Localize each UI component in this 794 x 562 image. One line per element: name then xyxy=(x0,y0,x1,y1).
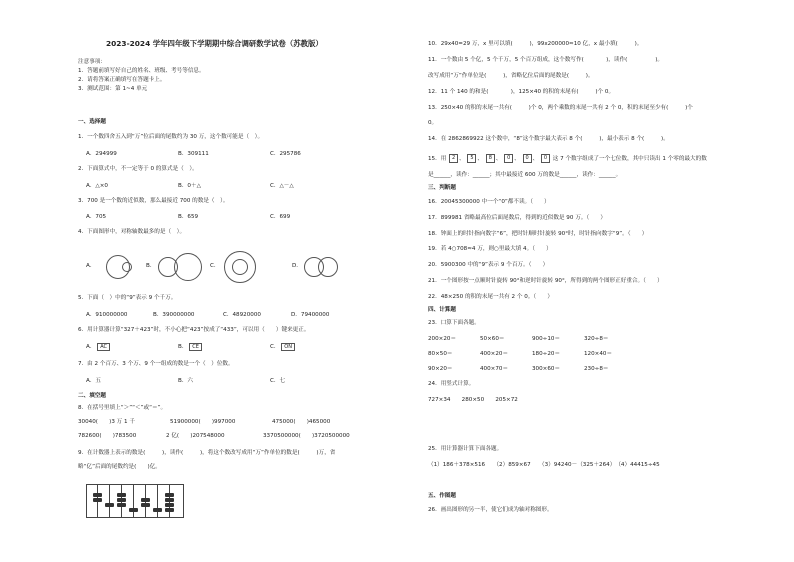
q4-option-b: B． xyxy=(146,263,156,269)
note-1: 1．答题前填写好自己的姓名、班级、考号等信息。 xyxy=(78,68,205,74)
notes-heading: 注意事项： xyxy=(78,59,106,65)
question-18: 18．钟面上的时针指向数字“6”，把时针顺时针旋转 90°时，时针指向数字“9”。（ ） xyxy=(428,231,648,237)
question-12: 12．11 个 140 的和是( )，125×40 的积的末尾有( )个 0。 xyxy=(428,89,615,95)
question-19: 19．若 4○708≈4 万，则○里最大填 4。（ ） xyxy=(428,246,552,252)
section-5-heading: 五、作图题 xyxy=(428,493,456,499)
question-13-tail: 0。 xyxy=(428,120,438,126)
question-9-line-1: 9．在计数器上表示的数是( )，读作( )，将这个数改写成用“万”作单位的数是( )万，省 xyxy=(78,450,336,456)
question-23: 23．口算下面各题。 xyxy=(428,320,480,326)
question-21: 21．一个图形按一点顺时针旋转 90°和逆时针旋转 90°，所得到的两个图形正好重合。（ ） xyxy=(428,278,663,284)
question-2: 2．下面算式中，不一定等于 0 的算式是（ ）。 xyxy=(78,166,198,172)
section-4-heading: 四、计算题 xyxy=(428,307,456,313)
q2-option-a: A．△×0 xyxy=(86,183,108,189)
question-11-line-1: 11．一个数由 5 个亿，5 个千万，5 个百万组成，这个数写作( )，读作( )。 xyxy=(428,57,664,63)
abacus-bead xyxy=(141,498,150,502)
question-15-line-1: 15．用 2 、 5 、 8 、 0 、 0 、 0 这 7 个数字组成了一个七位数，其中只读出 1 个零的最大的数 xyxy=(428,155,707,162)
question-3: 3．700 是一个数的近似数，那么最接近 700 的数是（ ）。 xyxy=(78,198,229,204)
digit-card: 5 xyxy=(467,154,476,163)
question-26: 26．画出图形的另一半，使它们成为轴对称图形。 xyxy=(428,507,553,513)
question-5: 5．下面（ ）中的“9”表示 9 个千万。 xyxy=(78,295,177,301)
q6-option-b-label: B． xyxy=(178,344,188,350)
abacus-bead xyxy=(165,493,174,497)
abacus-bead xyxy=(165,508,174,512)
question-6: 6．用计算器计算“327＋423”时，不小心把“423”按成了“433”，可以用（ ）键来更正。 xyxy=(78,327,310,333)
q24-items: 727×34 280×50 205×72 xyxy=(428,397,518,403)
q8-compare-4: 782600( )783500 xyxy=(78,433,137,439)
q8-compare-6: 3370500000( )3720500000 xyxy=(263,433,350,439)
calculator-key-ce: CE xyxy=(189,343,202,351)
abacus-bead xyxy=(165,498,174,502)
q25-items: （1）186＋378×516 （2）859×67 （3）94240－（325＋264） （4）44415÷45 xyxy=(428,462,660,468)
q7-option-c: C．七 xyxy=(270,378,286,384)
q6-option-a-label: A． xyxy=(86,344,96,350)
digit-card: 0 xyxy=(504,154,513,163)
digit-card: 8 xyxy=(486,154,495,163)
oral-calc: 180÷20＝ xyxy=(532,351,561,357)
q5-option-b: B．390000000 xyxy=(153,312,195,318)
q4-option-a: A． xyxy=(86,263,96,269)
q2-option-c: C．△－△ xyxy=(270,183,294,189)
question-13: 13．250×40 的积的末尾一共有( )个 0，两个乘数的末尾一共有 2 个 0，积的末尾至少有( )个 xyxy=(428,105,693,111)
oral-calc: 50×60＝ xyxy=(480,336,505,342)
q1-option-b: B．309111 xyxy=(178,151,209,157)
question-20: 20．5900300 中的“9”表示 9 个百万。（ ） xyxy=(428,262,549,268)
question-16: 16．20045300000 中一个“0”都不读。（ ） xyxy=(428,199,550,205)
q4-option-d: D． xyxy=(292,263,302,269)
q6-option-c xyxy=(270,343,295,351)
question-4: 4．下面图形中，对称轴数最多的是（ ）。 xyxy=(78,229,186,235)
q4-figure-d-circle-2 xyxy=(318,257,338,277)
digit-card: 0 xyxy=(541,154,550,163)
oral-calc: 400×20＝ xyxy=(480,351,509,357)
abacus-bead xyxy=(93,498,102,502)
q1-option-c: C．295786 xyxy=(270,151,301,157)
q2-option-b: B．0＋△ xyxy=(178,183,201,189)
q8-compare-3: 475000( )465000 xyxy=(272,419,331,425)
question-15-line-2: 是______，读作：______；其中最接近 600 万的数是______，读作：______。 xyxy=(428,172,622,178)
oral-calc: 90×20＝ xyxy=(428,366,453,372)
exam-title: 2023-2024 学年四年级下学期期中综合调研数学试卷（苏教版） xyxy=(106,39,323,48)
question-10: 10．29x40=29 万，x 里可以填( )，99x200000≈10 亿，x 最小填( )。 xyxy=(428,41,643,47)
q6-option-c-label: C． xyxy=(270,344,280,350)
abacus-bead xyxy=(105,503,114,507)
q4-figure-a-circle-small xyxy=(122,262,132,272)
q1-option-a: A．294999 xyxy=(86,151,117,157)
question-11-line-2: 改写成用“万”作单位是( )，省略亿位后面的尾数是( )。 xyxy=(428,73,594,79)
oral-calc: 900÷10＝ xyxy=(532,336,561,342)
oral-calc: 80×50＝ xyxy=(428,351,453,357)
q4-option-c: C． xyxy=(210,263,220,269)
oral-calc: 230÷8＝ xyxy=(584,366,609,372)
q4-figure-b-circle-2 xyxy=(174,253,202,281)
section-1-heading: 一、选择题 xyxy=(78,119,106,125)
abacus-bead xyxy=(141,503,150,507)
question-8: 8．在括号里填上“＞”“＜”或“＝”。 xyxy=(78,405,167,411)
note-3: 3．测试范围：第 1~4 单元 xyxy=(78,86,148,92)
question-24: 24．用竖式计算。 xyxy=(428,381,475,387)
q8-compare-5: 2 亿( )207548000 xyxy=(166,433,225,439)
q5-option-a: A．910000000 xyxy=(86,312,128,318)
oral-calc: 200×20＝ xyxy=(428,336,457,342)
oral-calc: 320÷8＝ xyxy=(584,336,609,342)
question-25: 25．用计算器计算下面各题。 xyxy=(428,446,503,452)
question-9-line-2: 略“亿”后面的尾数约是( )亿。 xyxy=(78,464,161,470)
q5-option-c: C．48920000 xyxy=(223,312,261,318)
q3-option-b: B．659 xyxy=(178,214,199,220)
q7-option-b: B．六 xyxy=(178,378,194,384)
oral-calc: 300×60＝ xyxy=(532,366,561,372)
q6-option-a xyxy=(86,343,110,351)
q15-suffix: 这 7 个数字组成了一个七位数，其中只读出 1 个零的最大的数 xyxy=(552,156,707,162)
q8-compare-2: 51900000( )997000 xyxy=(170,419,236,425)
question-22: 22．48×250 的积的末尾一共有 2 个 0。（ ） xyxy=(428,294,553,300)
digit-card: 0 xyxy=(523,154,532,163)
q7-option-a: A．五 xyxy=(86,378,102,384)
abacus-counter xyxy=(86,484,184,518)
q8-compare-1: 30040( )3 万 1 千 xyxy=(78,419,135,425)
q15-prefix: 15．用 xyxy=(428,156,447,162)
abacus-bead xyxy=(129,508,138,512)
abacus-bead xyxy=(93,493,102,497)
question-14: 14．在 2862869922 这个数中，“8”这个数字最大表示 8 个( )，最小表示 8 个( )。 xyxy=(428,136,669,142)
q6-option-b xyxy=(178,343,202,351)
abacus-bead xyxy=(165,503,174,507)
abacus-bead xyxy=(153,508,162,512)
question-17: 17．899981 省略最高位后面尾数后，得到的近似数是 90 万。（ ） xyxy=(428,215,606,221)
q3-option-c: C．699 xyxy=(270,214,291,220)
abacus-bead xyxy=(117,503,126,507)
question-1: 1．一个数四舍五入到“万”位后面的尾数约为 30 万，这个数可能是（ ）。 xyxy=(78,134,264,140)
question-7: 7．由 2 个百万、3 个万、9 个一组成的数是一个（ ）位数。 xyxy=(78,361,234,367)
section-2-heading: 二、填空题 xyxy=(78,393,106,399)
calculator-key-on: ON xyxy=(281,343,295,351)
abacus-bead xyxy=(117,498,126,502)
note-2: 2．请将答案正确填写在答题卡上。 xyxy=(78,77,166,83)
digit-card: 2 xyxy=(449,154,458,163)
q4-figure-c-inner xyxy=(232,259,248,275)
q5-option-d: D．79400000 xyxy=(291,312,330,318)
section-3-heading: 三、判断题 xyxy=(428,185,456,191)
q3-option-a: A．705 xyxy=(86,214,107,220)
oral-calc: 120×40＝ xyxy=(584,351,613,357)
calculator-key-ac: AC xyxy=(97,343,110,351)
abacus-bead xyxy=(117,493,126,497)
oral-calc: 400×70＝ xyxy=(480,366,509,372)
